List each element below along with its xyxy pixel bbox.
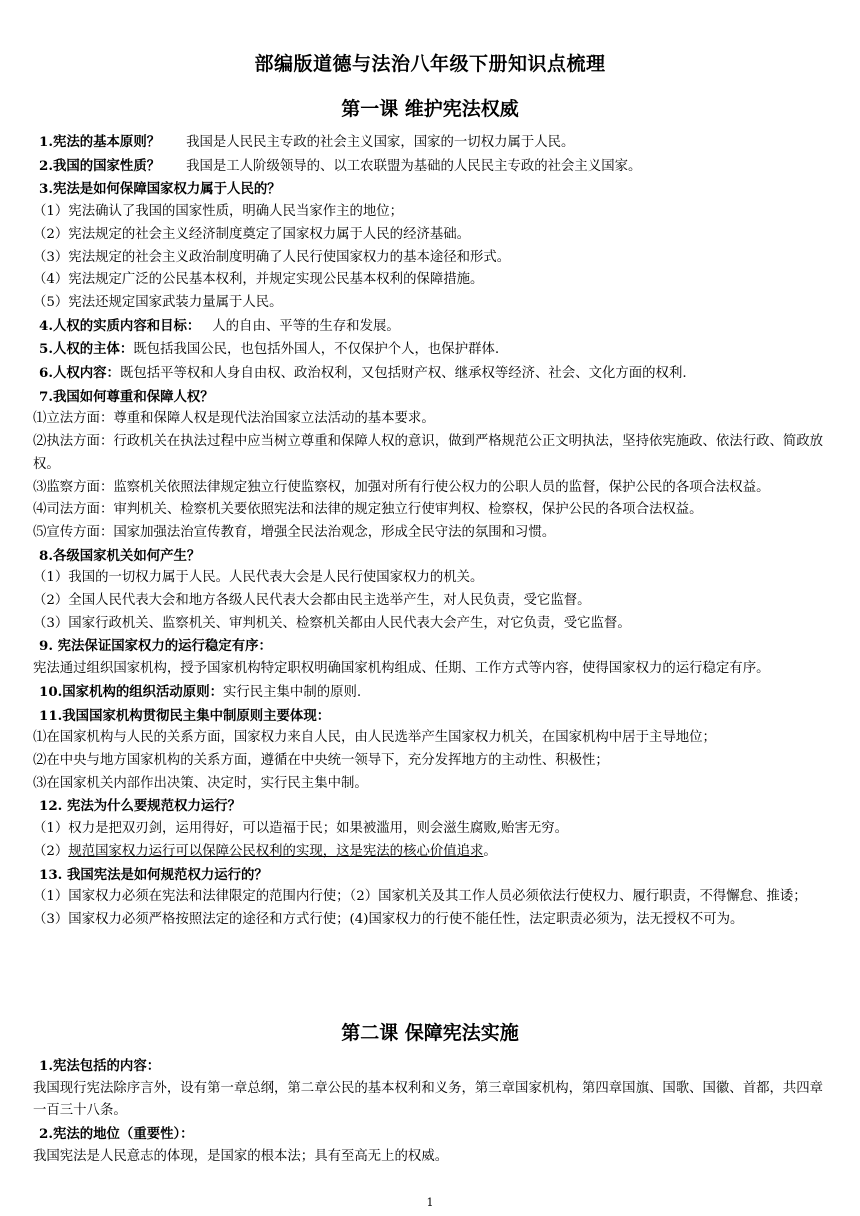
l2-q1-question: 1.宪法包括的内容：	[39, 1058, 161, 1074]
q7-item: ⑴立法方面：尊重和保障人权是现代法治国家立法活动的基本要求。	[33, 411, 435, 427]
q10-question: 10.国家机构的组织活动原则：	[39, 683, 223, 700]
q12-question: 12. 宪法为什么要规范权力运行？	[39, 798, 242, 815]
l2-q1-answer: 我国现行宪法除序言外，设有第一章总纲，第二章公民的基本权利和义务，第三章国家机构，第四章国旗、国歌、国徽、首都，共四章一百三十八条。	[33, 1080, 824, 1119]
lesson1-heading: 第一课 维护宪法权威	[341, 98, 519, 120]
q5-answer: 既包括我国公民，也包括外国人，不仅保护个人，也保护群体.	[133, 342, 500, 358]
q9-answer: 宪法通过组织国家机构，授予国家机构特定职权明确国家机构组成、任期、工作方式等内容，使得国家权力的运行稳定有序。	[33, 661, 770, 677]
q5-question: 5.人权的主体：	[39, 341, 134, 358]
q3-item: （3）宪法规定的社会主义政治制度明确了人民行使国家权力的基本途径和形式。	[33, 249, 511, 265]
q6-line	[33, 362, 830, 386]
q8-item: （2）全国人民代表大会和地方各级人民代表大会都由民主选举产生，对人民负责，受它监督。	[33, 593, 591, 609]
q12-item2-prefix: （2）	[33, 843, 69, 859]
q12-item2-underlined: 规范国家权力运行可以保障公民权利的实现，这是宪法的核心价值追求	[68, 843, 484, 859]
q2-question: 2.我国的国家性质？	[39, 157, 161, 174]
q11-item: ⑶在国家机关内部作出决策、决定时，实行民主集中制。	[33, 775, 368, 791]
q4-line	[33, 315, 830, 339]
q6-question: 6.人权内容：	[39, 365, 120, 382]
lesson1-body	[33, 131, 830, 932]
q11-item: ⑴在国家机构与人民的关系方面，国家权力来自人民，由人民选举产生国家权力机关，在国家机构中居于主导地位；	[33, 730, 716, 746]
q3-item: （4）宪法规定广泛的公民基本权利，并规定实现公民基本权利的保障措施。	[33, 272, 484, 288]
q12-item2-suffix: 。	[483, 843, 497, 859]
q2-line	[33, 155, 830, 179]
q7-question: 7.我国如何尊重和保障人权？	[39, 388, 214, 405]
q7-item: ⑸宣传方面：国家加强法治宣传教育，增强全民法治观念，形成全民守法的氛围和习惯。	[33, 524, 556, 540]
q13-item: （3）国家权力必须严格按照法定的途径和方式行使；(4)国家权力的行使不能任性，法定职责必须为，法无授权不可为。	[33, 911, 744, 927]
q12-item: （1）权力是把双刃剑，运用得好，可以造福于民；如果被滥用，则会滋生腐败,贻害无穷。	[33, 821, 569, 837]
q6-answer: 既包括平等权和人身自由权、政治权利，又包括财产权、继承权等经济、社会、文化方面的权利.	[119, 366, 687, 382]
q7-item: ⑷司法方面：审判机关、检察机关要依照宪法和法律的规定独立行使审判权、检察权，保护公民的各项合法权益。	[33, 502, 703, 518]
q4-answer: 人的自由、平等的生存和发展。	[212, 318, 400, 334]
q3-item: （5）宪法还规定国家武装力量属于人民。	[33, 294, 283, 310]
l2-q2-question: 2.宪法的地位（重要性）：	[39, 1126, 194, 1143]
lesson2-body	[33, 1055, 830, 1169]
q5-line	[33, 338, 830, 362]
q1-question: 1.宪法的基本原则？	[39, 134, 161, 150]
q11-question: 11.我国国家机构贯彻民主集中制原则主要体现：	[39, 707, 331, 724]
q10-answer: 实行民主集中制的原则.	[222, 684, 362, 700]
q13-item: （1）国家权力必须在宪法和法律限定的范围内行使；（2）国家机关及其工作人员必须依法行使权力、履行职责，不得懈怠、推诿；	[33, 889, 807, 905]
q9-question: 9. 宪法保证国家权力的运行稳定有序：	[39, 638, 272, 655]
q11-item: ⑵在中央与地方国家机构的关系方面，遵循在中央统一领导下，充分发挥地方的主动性、积极性；	[33, 752, 609, 768]
q1-line	[33, 131, 830, 155]
page-number: 1	[426, 1196, 434, 1209]
q8-item: （1）我国的一切权力属于人民。人民代表大会是人民行使国家权力的机关。	[33, 570, 484, 586]
q3-item: （1）宪法确认了我国的国家性质，明确人民当家作主的地位；	[33, 204, 404, 220]
document-title: 部编版道德与法治八年级下册知识点梳理	[254, 53, 606, 75]
q8-item: （3）国家行政机关、监察机关、审判机关、检察机关都由人民代表大会产生，对它负责，受它监督。	[33, 615, 631, 631]
q12-item	[33, 841, 830, 864]
q4-question: 4.人权的实质内容和目标：	[39, 317, 201, 334]
q8-question: 8.各级国家机关如何产生？	[39, 547, 201, 564]
q10-line	[33, 681, 830, 705]
q7-item: ⑵执法方面：行政机关在执法过程中应当树立尊重和保障人权的意识，做到严格规范公正文明执法，坚持依宪施政、依法行政、简政放权。	[33, 434, 824, 472]
lesson2-heading: 第二课 保障宪法实施	[341, 1022, 519, 1044]
q3-item: （2）宪法规定的社会主义经济制度奠定了国家权力属于人民的经济基础。	[33, 226, 471, 242]
l2-q2-answer: 我国宪法是人民意志的体现，是国家的根本法；具有至高无上的权威。	[33, 1148, 449, 1164]
q3-question: 3.宪法是如何保障国家权力属于人民的？	[39, 181, 281, 198]
q1-answer: 我国是人民民主专政的社会主义国家，国家的一切权力属于人民。	[186, 135, 575, 150]
q2-answer: 我国是工人阶级领导的、以工农联盟为基础的人民民主专政的社会主义国家。	[186, 158, 642, 174]
q13-question: 13. 我国宪法是如何规范权力运行的？	[39, 866, 268, 883]
q7-item: ⑶监察方面：监察机关依照法律规定独立行使监察权，加强对所有行使公权力的公职人员的监督，保护公民的各项合法权益。	[33, 479, 770, 495]
